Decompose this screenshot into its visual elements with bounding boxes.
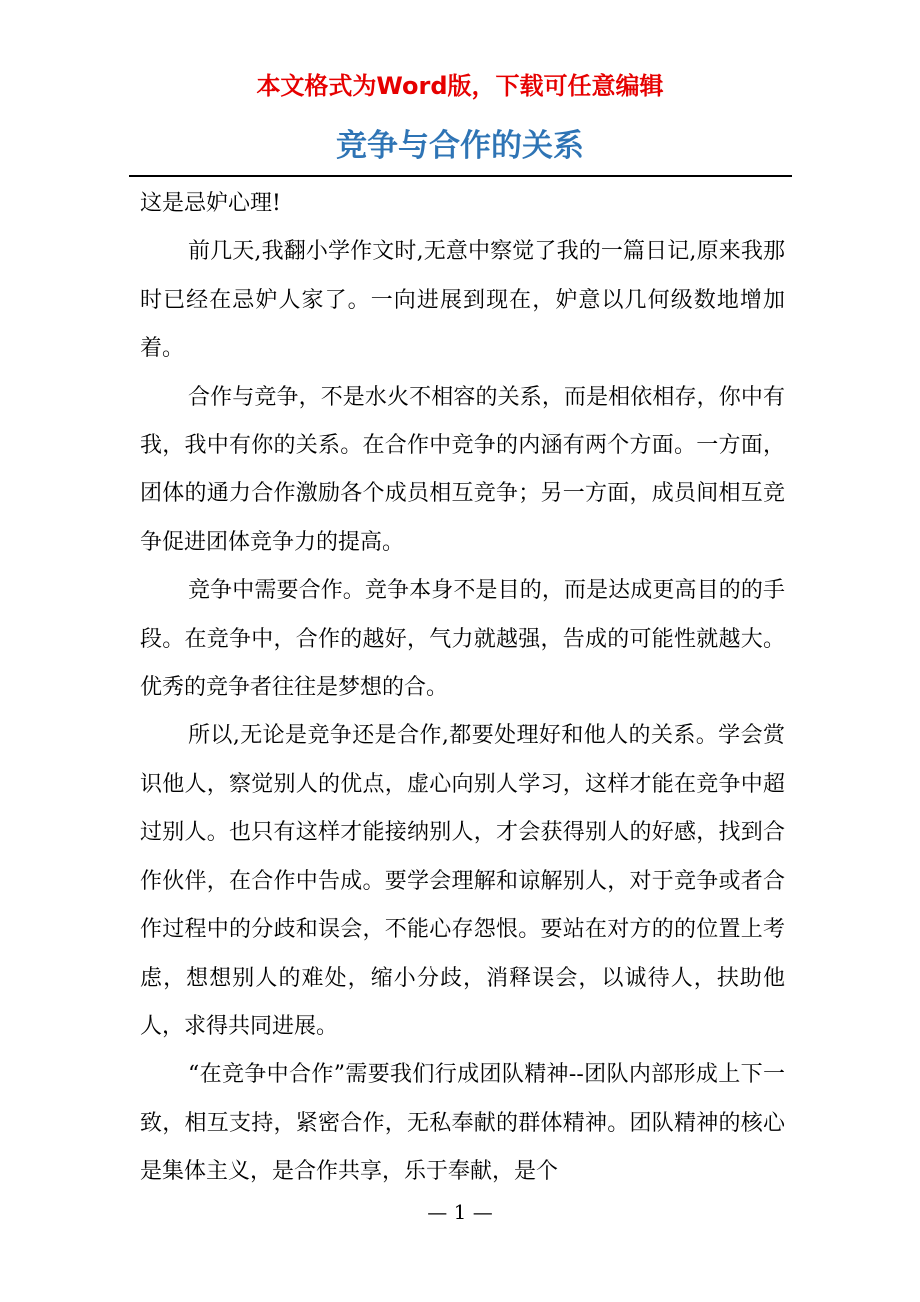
paragraph-5: 所以,无论是竞争还是合作,都要处理好和他人的关系。学会赏识他人，察觉别人的优点，虚心向别人学习，这样才能在竞争中超过别人。也只有这样才能接纳别人，才会获得别人的好感，找到合作伙伴，在合作中告成。要学会理解和谅解别人，对于竞争或者合作过程中的分歧和误会，不能心存怨恨。要站在对方的的位置上考虑，想想别人的难处，缩小分歧，消释误会，以诚待人，扶助他人，求得共同进展。 <box>140 723 785 1039</box>
page-number: — 1 — <box>427 1200 493 1224</box>
paragraph-3: 合作与竞争，不是水火不相容的关系，而是相依相存，你中有我，我中有你的关系。在合作中竞争的内涵有两个方面。一方面，团体的通力合作激励各个成员相互竞争；另一方面，成员间相互竞争促进团体竞争力的提高。 <box>140 384 785 555</box>
paragraph-6: “在竞争中合作”需要我们行成团队精神--团队内部形成上下一致，相互支持，紧密合作，无私奉献的群体精神。团队精神的核心是集体主义，是合作共享，乐于奉献，是个 <box>140 1062 785 1185</box>
paragraph-4: 竞争中需要合作。竞争本身不是目的，而是达成更高目的的手段。在竞争中，合作的越好，气力就越强，告成的可能性就越大。优秀的竞争者往往是梦想的合。 <box>140 578 785 701</box>
paragraph-1: 这是忌妒心理! <box>140 191 281 216</box>
title-divider <box>129 175 792 177</box>
paragraph-2: 前几天,我翻小学作文时,无意中察觉了我的一篇日记,原来我那时已经在忌妒人家了。一向进展到现在，妒意以几何级数地增加着。 <box>140 239 785 362</box>
download-notice: 本文格式为Word版，下载可任意编辑 <box>256 72 664 100</box>
document-title: 竞争与合作的关系 <box>336 128 584 164</box>
document-body <box>140 180 785 1197</box>
